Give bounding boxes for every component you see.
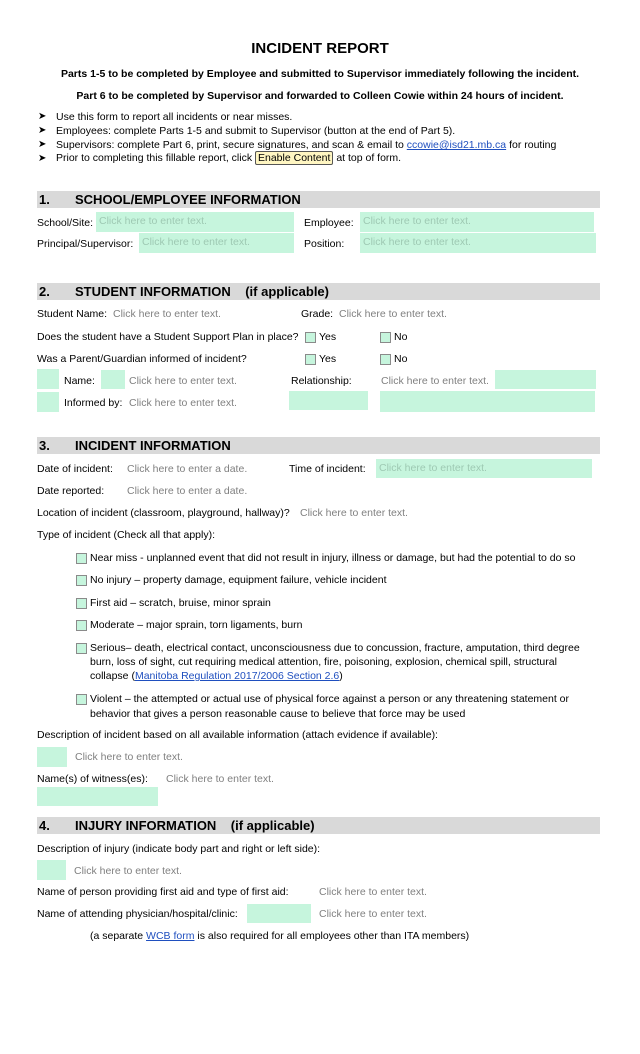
wcb-form-link[interactable]: WCB form (146, 930, 195, 942)
instruction-4-suffix: at top of form. (336, 152, 402, 164)
informed-by-label: Informed by: (64, 397, 123, 409)
section-1-header (37, 191, 600, 208)
parent-informed-yes-label: Yes (319, 353, 337, 365)
section-3-header (37, 437, 600, 454)
first-aid-checkbox[interactable] (76, 598, 87, 609)
first-aid-provider-input[interactable]: Click here to enter text. (319, 886, 427, 898)
location-input[interactable]: Click here to enter text. (300, 507, 408, 519)
grade-label: Grade: (301, 308, 334, 320)
informed-by-marker[interactable] (37, 392, 59, 412)
instruction-1: Use this form to report all incidents or near misses. (56, 111, 293, 123)
support-plan-no-checkbox[interactable] (380, 332, 391, 343)
section-1-number: 1. (39, 192, 50, 207)
serious-checkbox[interactable] (76, 643, 87, 654)
incident-description-label: Description of incident based on all available information (attach evidence if available): (37, 729, 438, 741)
relationship-label: Relationship: (291, 375, 352, 387)
parent-informed-no-checkbox[interactable] (380, 354, 391, 365)
injury-description-marker[interactable] (37, 860, 66, 880)
witness-input[interactable]: Click here to enter text. (166, 773, 274, 785)
informed-by-extra-field-1[interactable] (289, 391, 368, 410)
relationship-input[interactable]: Click here to enter text. (381, 375, 489, 387)
physician-input[interactable]: Click here to enter text. (319, 908, 427, 920)
near-miss-checkbox[interactable] (76, 553, 87, 564)
witness-label: Name(s) of witness(es): (37, 773, 148, 785)
incident-time-label: Time of incident: (289, 463, 366, 475)
support-plan-yes-label: Yes (319, 331, 337, 343)
informed-by-extra-field-2[interactable] (380, 391, 595, 412)
relationship-extra-field[interactable] (495, 370, 596, 389)
section-4-header (37, 817, 600, 834)
manitoba-regulation-link[interactable]: Manitoba Regulation 2017/2006 Section 2.6 (134, 670, 340, 682)
subtitle-supervisor: Part 6 to be completed by Supervisor and forwarded to Colleen Cowie within 24 hours of incident. (76, 90, 564, 102)
section-1-title: SCHOOL/EMPLOYEE INFORMATION (75, 192, 301, 207)
parent-informed-yes-checkbox[interactable] (305, 354, 316, 365)
principal-supervisor-input[interactable]: Click here to enter text. (139, 233, 294, 253)
near-miss-label: Near miss - unplanned event that did not result in injury, illness or damage, but had the potential to do so (90, 552, 576, 564)
section-3-title: INCIDENT INFORMATION (75, 438, 231, 453)
employee-label: Employee: (304, 217, 354, 229)
employee-input[interactable]: Click here to enter text. (360, 212, 594, 232)
parent-name-marker[interactable] (37, 369, 59, 389)
section-4-number: 4. (39, 818, 50, 833)
arrow-bullet-icon: ➤ (38, 139, 47, 150)
parent-name-label: Name: (64, 375, 95, 387)
first-aid-label: First aid – scratch, bruise, minor sprain (90, 597, 271, 609)
school-site-label: School/Site: (37, 217, 94, 229)
incident-type-label: Type of incident (Check all that apply): (37, 529, 216, 541)
arrow-bullet-icon: ➤ (38, 153, 47, 164)
arrow-bullet-icon: ➤ (38, 125, 47, 136)
wcb-note: (a separate WCB form is also required for all employees other than ITA members) (90, 930, 470, 942)
incident-description-marker[interactable] (37, 747, 67, 767)
principal-supervisor-label: Principal/Supervisor: (37, 238, 134, 250)
date-reported-input[interactable]: Click here to enter a date. (127, 485, 248, 497)
support-plan-no-label: No (394, 331, 408, 343)
informed-by-input[interactable]: Click here to enter text. (129, 397, 237, 409)
serious-label-line-1: Serious– death, electrical contact, unconsciousness due to concussion, fracture, amputation, third degree (90, 642, 580, 654)
section-4-title: INJURY INFORMATION (if applicable) (75, 818, 315, 833)
physician-label: Name of attending physician/hospital/clinic: (37, 908, 238, 920)
physician-extra-field[interactable] (247, 904, 311, 923)
violent-label-line-1: Violent – the attempted or actual use of physical force against a person or any threatening statement or (90, 693, 570, 705)
support-plan-question: Does the student have a Student Support Plan in place? (37, 331, 299, 343)
violent-label-line-2: behavior that gives a person reasonable cause to believe that force may be used (90, 708, 466, 720)
injury-description-input[interactable]: Click here to enter text. (74, 865, 182, 877)
incident-date-label: Date of incident: (37, 463, 113, 475)
page-title: INCIDENT REPORT (251, 40, 389, 57)
witness-extra-field[interactable] (37, 787, 158, 806)
instruction-2: Employees: complete Parts 1-5 and submit to Supervisor (button at the end of Part 5). (56, 125, 456, 137)
school-site-input[interactable]: Click here to enter text. (96, 212, 294, 232)
incident-description-input[interactable]: Click here to enter text. (75, 751, 183, 763)
serious-label-line-2: burn, loss of sight, cut requiring medical attention, fire, poisoning, explosion, chemical spill, structural (90, 656, 557, 668)
no-injury-checkbox[interactable] (76, 575, 87, 586)
position-input[interactable]: Click here to enter text. (360, 233, 596, 253)
parent-informed-question: Was a Parent/Guardian informed of incident? (37, 353, 247, 365)
parent-name-spacer[interactable] (101, 370, 125, 389)
subtitle-employee: Parts 1-5 to be completed by Employee and submitted to Supervisor immediately following the incident. (60, 68, 580, 80)
email-link[interactable]: ccowie@isd21.mb.ca (406, 139, 507, 151)
parent-informed-no-label: No (394, 353, 408, 365)
injury-description-label: Description of injury (indicate body part and right or left side): (37, 843, 321, 855)
serious-label-line-3: collapse (Manitoba Regulation 2017/2006 Section 2.6) (90, 670, 343, 682)
moderate-label: Moderate – major sprain, torn ligaments, burn (90, 619, 303, 631)
instruction-3 (56, 139, 556, 151)
parent-name-input[interactable]: Click here to enter text. (129, 375, 237, 387)
student-name-input[interactable]: Click here to enter text. (113, 308, 221, 320)
instruction-4-text: Prior to completing this fillable report, click (56, 152, 253, 164)
location-label: Location of incident (classroom, playground, hallway)? (37, 507, 290, 519)
section-3-number: 3. (39, 438, 50, 453)
grade-input[interactable]: Click here to enter text. (339, 308, 447, 320)
position-label: Position: (304, 238, 345, 250)
violent-checkbox[interactable] (76, 694, 87, 705)
section-2-title: STUDENT INFORMATION (if applicable) (75, 284, 329, 299)
first-aid-provider-label: Name of person providing first aid and type of first aid: (37, 886, 289, 898)
instruction-4 (56, 152, 401, 164)
moderate-checkbox[interactable] (76, 620, 87, 631)
section-2-header (37, 283, 600, 300)
student-name-label: Student Name: (37, 308, 108, 320)
section-2-number: 2. (39, 284, 50, 299)
instruction-3-suffix: for routing (509, 139, 557, 151)
instruction-3-text: Supervisors: complete Part 6, print, secure signatures, and scan & email to (56, 139, 404, 151)
date-reported-label: Date reported: (37, 485, 105, 497)
no-injury-label: No injury – property damage, equipment failure, vehicle incident (90, 574, 387, 586)
enable-content-button[interactable]: Enable Content (255, 151, 333, 165)
support-plan-yes-checkbox[interactable] (305, 332, 316, 343)
incident-time-input[interactable]: Click here to enter text. (376, 459, 592, 478)
incident-date-input[interactable]: Click here to enter a date. (127, 463, 248, 475)
arrow-bullet-icon: ➤ (38, 111, 47, 122)
